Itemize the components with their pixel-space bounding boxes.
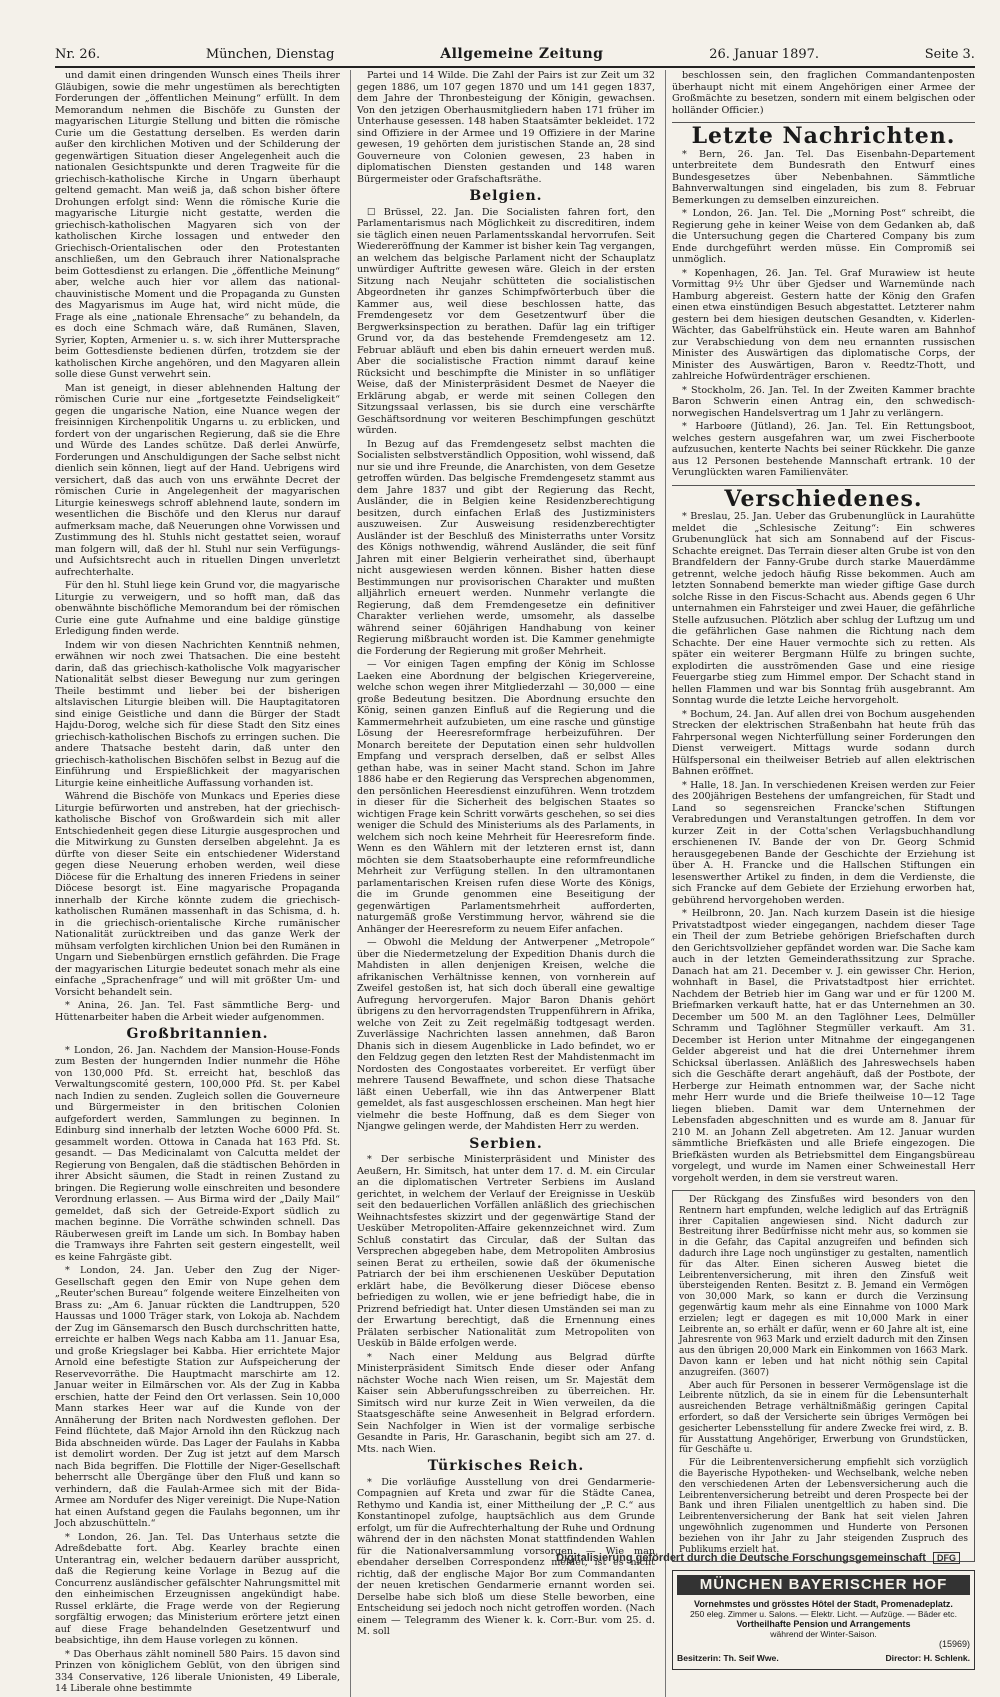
- paragraph: * Bern, 26. Jan. Tel. Das Eisenbahn-Departement unterbreitete dem Bundesrath den Entwurf eines Bundesgesetzes über Nebenbahnen. Sämmtliche Bahnverwaltungen sind eingeladen, bis zum 8. Februar Bemerkungen zu demselben einzureichen.: [672, 148, 975, 206]
- notice-paragraph: Für die Leibrentenversicherung empfiehlt sich vorzüglich die Bayerische Hypotheken- und Wechselbank, welche neben den verschiedenen Arten der Lebensversicherung auch die Leibrentenversicherung betreibt und deren Prospecte bei der Bank und ihren Filialen unentgeltlich zu haben sind. Die Leibrentenversicherung der Bank hat seit vielen Jahren ungewöhnlich zugenommen und Hunderte von Personen beziehen von ihr Jahr zu Jahr steigenden Zuspruch des Publikums erzielt hat.: [679, 1458, 968, 1555]
- paragraph: * Der serbische Ministerpräsident und Minister des Aeußern, Hr. Simitsch, hat unter dem 17. d. M. ein Circular an die diplomatischen Vertreter Serbiens im Ausland gerichtet, in welchem der Verlauf der Ereignisse in Uesküb seit den bedauerlichen Vorfällen anläßlich des griechischen Weihnachtsfestes skizzirt und der gegenwärtige Stand der Uesküber Metropoliten-Affaire gekennzeichnet wird. Zum Schluß constatirt das Circular, daß der Sultan das Versprechen abgegeben habe, dem Metropoliten Ambrosius seinen Berat zu ertheilen, sowie daß der ökumenische Patriarch der bei ihm erschienenen Uesküber Deputation erklärt habe, die Bevölkerung dieser Diöcese ebenso befriedigen zu wollen, wie er jene befriedigt habe, die in Prizrend befriedigt hat. Unter diesen Umständen sei man zu der Erwartung berechtigt, daß die Ernennung eines Prälaten serbischer Nationalität zum Metropoliten von Uesküb in Bälde erfolgen werde.: [357, 1154, 655, 1349]
- paragraph: * London, 26. Jan. Nachdem der Mansion-House-Fonds zum Besten der hungernden Indier nunmehr die Höhe von 130,000 Pfd. St. erreicht hat, beschloß das Verwaltungscomité gestern, 100,000 Pfd. St. per Kabel nach Indien zu senden. Zugleich sollen die Gouverneure und Bürgermeister in den britischen Colonien aufgefordert werden, Sammlungen zu beginnen. In Edinburg sind innerhalb der letzten Woche 6000 Pfd. St. gesammelt worden. Ottowa in Canada hat 163 Pfd. St. gesandt. — Das Medicinalamt von Calcutta meldet der Regierung von Bengalen, daß die städtischen Behörden in ihrer Absicht säumen, die Stadt in reinen Zustand zu bringen. Die Regierung wolle einschreiten und besondere Verordnung erlassen. — Aus Birma wird der „Daily Mail“ gemeldet, daß sich der Getreide-Export südlich zu machen beginne. Die Vorräthe schwinden schnell. Das Räuberwesen greift im Lande um sich. In Bombay haben die Tramways ihre Fahrten seit gestern eingestellt, weil es keine Fahrgäste gibt.: [55, 1044, 340, 1263]
- section-heading-belgien: Belgien.: [469, 188, 543, 204]
- insurance-notice: [672, 1190, 975, 1562]
- paragraph: * Anina, 26. Jan. Tel. Fast sämmtliche Berg- und Hüttenarbeiter haben die Arbeit wieder aufgenommen.: [55, 1000, 340, 1023]
- notice-paragraph: Der Rückgang des Zinsfußes wird besonders von den Rentnern hart empfunden, welche lediglich auf das Erträgniß ihrer Capitalien angewiesen sind. Nicht dadurch zur Bestreitung ihrer Bedürfnisse nicht mehr aus, so kommen sie in die Gefahr, das Capital anzugreifen und befinden sich dadurch ihre Lage noch ungünstiger zu gestalten, namentlich für das Alter. Einen sicheren Ausweg bietet die Leibrentenversicherung, mit ihren den Zinsfuß weit übersteigenden Renten. Besitzt z. B. Jemand ein Vermögen von 30,000 Mark, so kann er durch die Verzinsung gegenwärtig kaum mehr als eine Einnahme von 1000 Mark erzielen; legt er dagegen es mit 10,000 Mark in einer Leibrente an, so erhält er dafür, wenn er 60 Jahre alt ist, eine Jahresrente von 963 Mark und erzielt dadurch mit den Zinsen aus den übrigen 20,000 Mark ein Einkommen von 1663 Mark. Davon kann er leben und hat nicht nöthig sein Capital anzugreifen. (3607): [679, 1195, 968, 1378]
- digitization-footer: [0, 1552, 1000, 1564]
- section-heading-verschiedenes: Verschiedenes.: [724, 485, 923, 512]
- paragraph: * London, 26. Jan. Tel. Das Unterhaus setzte die Adreßdebatte fort. Abg. Kearley brachte einen Unterantrag ein, welcher bedauern darüber ausspricht, daß die Regierung keine Vorlage in Bezug auf die Concurrenz ausländischer gefälschter Nahrungsmittel mit den einheimischen Erzeugnissen angekündigt habe. Russel erklärte, die Frage werde von der Regierung sorgfältig erwogen; das Ministerium erörtere jetzt einen auf diese Frage behandelnden Gesetzentwurf und beabsichtige, ihn dem Hause vorlegen zu können.: [55, 1531, 340, 1646]
- ad-owner: Besitzerin: Th. Seif Wwe.: [677, 1653, 779, 1664]
- ad-director: Director: H. Schlenk.: [885, 1653, 970, 1664]
- dfg-logo-icon: DFG: [933, 1552, 960, 1564]
- ad-line: Vornehmstes und grösstes Hôtel der Stadt, Promenadeplatz.: [694, 1598, 953, 1609]
- notice-paragraph: Aber auch für Personen in besserer Vermögenslage ist die Leibrente nützlich, da sie in einem für die Lebensunterhalt ausreichenden Betrage verhältnißmäßig geringen Capital erfordert, so daß der Versicherte sein übriges Vermögen bei gesicherter Lebensstellung für andere Zwecke frei wird, z. B. für Ausstattung Angehöriger, Erwerbung von Grundstücken, für Geschäfte u.: [679, 1380, 968, 1456]
- paragraph: * London, 24. Jan. Ueber den Zug der Niger-Gesellschaft gegen den Emir von Nupe gehen dem „Reuter'schen Bureau“ folgende weitere Einzelheiten von Brass zu: „Am 6. Januar rückten die Landtruppen, 520 Haussas und 1000 Träger stark, von Lokoja ab. Nachdem der Zug im Gänsemarsch den Busch durchschritten hatte, erreichte er halben Wegs nach Kabba am 11. Januar Esa, und große Kriegslager bei Kabba. Hier errichtete Major Arnold eine befestigte Station zur Aufspeicherung der Reservevorräthe. Die Hauptmacht marschirte am 12. Januar weiter in Eilmärschen vor. Als der Zug in Kabba erschien, hatte der Feind den Ort verlassen. Sein 10,000 Mann starkes Heer war auf die Kunde von der Annäherung der Briten nach Nordwesten geflohen. Der Feind flüchtete, daß Major Arnold ihn den Rückzug nach Bida abschneiden würde. Das Lager der Faulahs in Kabba ist demolirt worden. Der Zug ist jetzt auf dem Marsch nach Bida begriffen. Die Flottille der Niger-Gesellschaft beherrscht alle Übergänge über den Fluß und kann so verhindern, daß die Faulah-Armee sich mit der Bida-Armee am Nordufer des Niger vereinigt. Die Nupe-Nation hat einen Aufstand gegen die Faulahs begonnen, um ihr Joch abzuschütteln.“: [55, 1265, 340, 1529]
- paragraph: Für den hl. Stuhl liege kein Grund vor, die magyarische Liturgie zu verweigern, und so hofft man, daß das obenwähnte bischöfliche Memorandum bei der römischen Curie eine gute Aufnahme und eine baldige günstige Erledigung finden werde.: [55, 580, 340, 637]
- paragraph: * London, 26. Jan. Tel. Die „Morning Post“ schreibt, die Regierung gehe in keiner Weise von dem Gedanken ab, daß die Untersuchung gegen die Chartered Company bis zum Ende durchgeführt werden müsse. Ein Compromiß sei unmöglich.: [672, 208, 975, 265]
- section-heading-letzte-nachrichten: Letzte Nachrichten.: [691, 123, 956, 149]
- ad-banner: MÜNCHEN BAYERISCHER HOF: [677, 1575, 970, 1595]
- ad-line: 250 eleg. Zimmer u. Salons. — Elektr. Licht. — Aufzüge. — Bäder etc.: [689, 1608, 957, 1619]
- section-heading-tuerkisches-reich: Türkisches Reich.: [427, 1458, 585, 1474]
- issue-number: Nr. 26.: [55, 46, 101, 62]
- ad-reference: (15969): [938, 1638, 970, 1649]
- ad-footer: [677, 1653, 970, 1665]
- paragraph: Man ist geneigt, in dieser ablehnenden Haltung der römischen Curie nur eine „fortgesetzte Feindseligkeit“ gegen die ungarische Nation, eine Nuance wegen der freisinnigen Kirchenpolitik Ungarns u. zu erblicken, und fordert von der ungarischen Regierung, daß sie die Ehre und Würde des Landes schütze. Daß derlei Anwürfe, Forderungen und Anschuldigungen der Sache selbst nicht dienlich sein können, liegt auf der Hand. Uebrigens wird versichert, daß das auch von uns erwähnte Decret der römischen Curie in Angelegenheit der magyarischen Liturgie keineswegs schroff ablehnend laute, sondern im wesentlichen die Bischöfe und den Klerus nur darauf aufmerksam mache, daß Neuerungen ohne Vorwissen und Zustimmung des hl. Stuhls nicht gestattet seien, worauf man folgern will, daß der hl. Stuhl nur sein Verfügungs- und Aufsichtsrecht auch in rituellen Dingen unverletzt aufrechterhalte.: [55, 382, 340, 578]
- paragraph: Während die Bischöfe von Munkacs und Eperies diese Liturgie befürworten und anstreben, hat der griechisch-katholische Bischof von Großwardein sich mit aller Entschiedenheit gegen diese Liturgie ausgesprochen und die Mitwirkung zu Gunsten derselben abgelehnt. Ja es dürfte von dieser Seite ein entschiedener Widerstand gegen diese Neuerung erhoben werden, weil diese Diöcese für die Erhaltung des inneren Friedens in seiner Diöcese besorgt ist. Eine magyarische Propaganda innerhalb der Kirche könnte zudem die griechisch-katholischen Rumänen massenhaft in das Schisma, d. h. in die griechisch-orientalische Kirche rumänischer Nationalität zurücktreiben und das ganze Werk der mühsam verfolgten kirchlichen Union bei den Rumänen in Ungarn und Siebenbürgen ernstlich gefährden. Die Frage der magyarischen Liturgie bedeutet sonach mehr als eine einfache „Sprachenfrage“ und will mit größter Um- und Vorsicht behandelt sein.: [55, 791, 340, 998]
- footer-text: Digitalisierung gefördert durch die Deutsche Forschungsgemeinschaft: [556, 1551, 926, 1564]
- paragraph: — Vor einigen Tagen empfing der König im Schlosse Laeken eine Abordnung der belgischen Kriegervereine, welche schon wegen ihrer Mitgliederzahl — 30,000 — eine große Bedeutung besitzen. Die Abordnung ersuchte den König, seinen ganzen Einfluß auf die Regierung und die Kammermehrheit aufzubieten, um eine rasche und günstige Lösung der Heeresreformfrage herbeizuführen. Der Monarch bereitete der Deputation einen sehr huldvollen Empfang und versprach derselben, daß er selbst Alles gethan habe, was in seiner Macht stand. Schon im Jahre 1886 habe er den Regierung das Versprechen abgenommen, den persönlichen Heeresdienst einzuführen. Wenn trotzdem in dieser für die Sicherheit des belgischen Staates so wichtigen Frage kein Schritt vorwärts geschehen, so sei dies weniger die Schuld des Ministeriums als des Parlaments, in welchem sich noch keine Mehrheit für Heeresreform finde. Wenn es den Wählern mit der letzteren ernst ist, dann möchten sie dem Staatsoberhaupte eine reformfreundliche Mehrheit zur Verfügung stellen. In den ultramontanen parlamentarischen Kreisen rufen diese Worte des Königs, die im Grunde genommen eine Beseitigung der gegenwärtigen Parlamentsmehrheit aufforderten, naturgemäß große Verstimmung hervor, während sie die Anhänger der Heeresreform zu neuem Eifer anfachen.: [357, 659, 655, 935]
- paragraph: Partei und 14 Wilde. Die Zahl der Pairs ist zur Zeit um 32 gegen 1886, um 107 gegen 1870 und um 141 gegen 1837, dem Jahre der Thronbesteigung der Königin, gewachsen. Von den jetzigen Oberhausmitgliedern haben 171 früher im Unterhause gesessen. 148 haben Staatsämter bekleidet. 172 sind Offiziere in der Armee und 19 Offiziere in der Marine gewesen, 19 gehörten dem juristischen Stande an, 28 sind Gouverneure von Colonien gewesen, 23 haben in diplomatischen Diensten gestanden und 148 waren Bürgermeister oder Grafschaftsräthe.: [357, 70, 655, 185]
- paragraph: In Bezug auf das Fremdengesetz selbst machten die Socialisten selbstverständlich Opposition, wohl wissend, daß nur sie und ihre Freunde, die Anarchisten, von dem Gesetze getroffen würden. Das belgische Fremdengesetz stammt aus dem Jahre 1837 und gibt der Regierung das Recht, Ausländer, die in Belgien keine Residenzberechtigung besitzen, durch einfachen Erlaß des Justizministers auszuweisen. Zur Ausweisung residenzberechtigter Ausländer ist der Beschluß des Ministerraths unter Vorsitz des Königs nothwendig, während Ausländer, die seit fünf Jahren mit einer Belgierin verheirathet sind, überhaupt nicht ausgewiesen werden können. Bisher hatten diese Bestimmungen nur provisorischen Charakter und mußten alljährlich erneuert werden. Nunmehr verlangte die Regierung, daß dem Fremdengesetze ein definitiver Charakter verliehen werde, umsomehr, als dasselbe während seiner 60jährigen Handhabung von keiner Regierung mißbraucht worden ist. Die Kammer genehmigte die Forderung der Regierung mit großer Mehrheit.: [357, 438, 655, 657]
- paragraph: * Bochum, 24. Jan. Auf allen drei von Bochum ausgehenden Strecken der elektrischen Straßenbahn hat heute früh das Fahrpersonal wegen Nichterfüllung seiner Forderungen den Dienst verweigert. Mittags wurde sodann durch Hülfspersonal ein theilweiser Betrieb auf allen elektrischen Bahnen eröffnet.: [672, 708, 975, 777]
- paragraph: * Harboøre (Jütland), 26. Jan. Tel. Ein Rettungsboot, welches gestern ausgefahren war, um zwei Fischerboote aufzusuchen, kenterte Nachts bei seiner Rückkehr. Die ganze aus 12 Personen bestehende Mannschaft ertrank. 10 der Verunglückten waren Familienväter.: [672, 421, 975, 478]
- ad-line: Vortheilhafte Pension und Arrangements: [736, 1618, 911, 1629]
- paragraph: und damit einen dringenden Wunsch eines Theils ihrer Gläubigen, sowie die mehr ungestümen als berechtigten Forderungen der „öffentlichen Meinung“ erfüllt. In dem Memorandum nehmen die Bischöfe zu Gunsten der magyarischen Liturgie Stellung und bitten die römische Curie um die Gestattung derselben. Es werden darin außer den kirchlichen Motiven und der Schilderung der gegenwärtigen Situation dieser Angelegenheit auch die nationalen Gesichtspunkte und deren Tragweite für die griechisch-katholische Kirche in Ungarn überhaupt geltend gemacht. Man weiß ja, daß schon bisher öftere Drohungen erfolgt sind: Wenn die römische Kurie die magyarische Liturgie nicht gestatte, werden die griechisch-katholischen Magyaren sich von der katholischen Kirche lossagen und entweder den Griechisch-Orientalischen oder den Protestanten anschließen, um den Gebrauch ihrer Nationalsprache beim Gottesdienst zu erlangen. Die „öffentliche Meinung“ aber, welche auch hier vor allem das national-chauvinistische Moment und die Propaganda zu Gunsten des Magyarismus im Auge hat, wird nicht müde, die Frage als eine „nationale Ehrensache“ zu behandeln, da es doch eine Schmach wäre, daß Rumänen, Slaven, Syrier, Kopten, Armenier u. s. w. sich ihrer Muttersprache beim Gottesdienste bedienen dürfen, trotzdem sie der katholischen Kirche angehören, und den Magyaren allein solle diese Gunst verwehrt sein.: [55, 70, 340, 380]
- section-heading-grossbritannien: Großbritannien.: [126, 1026, 269, 1042]
- column-1: [55, 70, 340, 1697]
- hotel-advertisement: [672, 1570, 975, 1670]
- column-2: [350, 70, 655, 1697]
- paragraph: — Obwohl die Meldung der Antwerpener „Metropole“ über die Niedermetzelung der Expedition Dhanis durch die Mahdisten in allen denjenigen Kreisen, welche die afrikanischen Verhältnisse kennen, von vornherein auf Zweifel gestoßen ist, hat sich doch überall eine gewaltige Aufregung hervorgerufen. Major Baron Dhanis gehört übrigens zu den hervorragendsten Truppenführern in Afrika, welche von Zeit zu Zeit regelmäßig todtgesagt werden. Zuverlässige Nachrichten lassen annehmen, daß Baron Dhanis sich in diesem Augenblicke in Lado befindet, wo er den Feldzug gegen den letzten Rest der Mahdistenmacht im Nordosten des Congostaates vorbereitet. Er verfügt über mehrere Tausend Bewaffnete, und schon diese Thatsache läßt einen Ueberfall, wie ihn das Antwerpener Blatt gemeldet, als fast ausgeschlossen erscheinen. Man hegt hier vielmehr die beste Hoffnung, daß es dem Sieger von Njangwe gelingen werde, der Mahdisten Herr zu werden.: [357, 937, 655, 1132]
- masthead: [55, 42, 975, 68]
- paragraph: * Stockholm, 26. Jan. Tel. In der Zweiten Kammer brachte Baron Schwerin einen Antrag ein, den schwedisch-norwegischen Handelsvertrag um 1 Jahr zu verlängern.: [672, 384, 975, 419]
- paragraph: * Die vorläufige Ausstellung von drei Gendarmerie-Compagnien auf Kreta und zwar für die Städte Canea, Rethymo und Kandia ist, einer Mittheilung der „P. C.“ aus Konstantinopel zufolge, hauptsächlich aus dem Grunde erfolgt, um für die Aufrechterhaltung der Ruhe und Ordnung während der in den nächsten Monat stattfindenden Wahlen für die Nationalversammlung vorsorgen. — Wie man ebendaher derselben Correspondenz meldet, ist es nicht richtig, daß der englische Major Bor zum Commandanten der neuen kretischen Gendarmerie ernannt worden sei. Derselbe habe sich bloß um diese Stelle beworben, eine Entscheidung sei jedoch noch nicht getroffen worden. (Nach einem — Telegramm des Wiener k. k. Corr.-Bur. vom 25. d. M. soll: [357, 1476, 655, 1637]
- issue-date: 26. Januar 1897.: [709, 46, 820, 62]
- ad-line: während der Winter-Saison.: [770, 1628, 877, 1639]
- newspaper-title: Allgemeine Zeitung: [440, 46, 604, 62]
- paragraph: * Nach einer Meldung aus Belgrad dürfte Ministerpräsident Simitsch Ende dieser oder Anfang nächster Woche nach Wien reisen, um Sr. Majestät dem Kaiser sein Abberufungsschreiben zu überreichen. Hr. Simitsch wird nur kurze Zeit in Wien verweilen, da die Staatsgeschäfte seine Anwesenheit in Belgrad erfordern. Sein Nachfolger in Wien ist der vormalige serbische Gesandte in Paris, Hr. Garaschanin, begibt sich am 27. d. Mts. nach Wien.: [357, 1351, 655, 1455]
- paragraph: * Breslau, 25. Jan. Ueber das Grubenunglück in Laurahütte meldet die „Schlesische Zeitung“: Ein schweres Grubenunglück hat sich am Sonnabend auf der Fiscus-Schachte ereignet. Das Terrain dieser alten Grube ist von den Brandfeldern der Fanny-Grube durch starke Mauerdämme getrennt, welche jedoch häufig Risse bekommen. Auch am letzten Sonnabend bemerkte man wieder giftige Gase durch solche Risse in den Fiscus-Schacht aus. Abends gegen 6 Uhr unternahmen ein Fahrsteiger und zwei Hauer, die gefährliche Stelle aufzusuchen. Plötzlich aber schlug der Luftzug um und die gefährlichen Gase nahmen die Richtung nach dem Schachte. Der eine Hauer vermochte sich zu retten. Als später ein weiterer Bergmann Hülfe zu bringen suchte, explodirten die ausströmenden Gase und eine riesige Feuergarbe stieg zum Himmel empor. Der Schacht stand in hellen Flammen und war bis Sonntag früh ausgebrannt. Am Sonntag wurde die letzte Leiche hervorgeholt.: [672, 511, 975, 706]
- paragraph: beschlossen sein, den fraglichen Commandantenposten überhaupt nicht mit einem Angehörigen einer Armee der Großmächte zu besetzen, sondern mit einem belgischen oder holländer Officier.): [672, 70, 975, 116]
- place-date: München, Dienstag: [205, 46, 335, 62]
- paragraph: * Das Oberhaus zählt nominell 580 Pairs. 15 davon sind Prinzen von königlichem Geblüt, von den übrigen sind 334 Conservative, 126 liberale Unionisten, 49 Liberale, 14 Liberale ohne bestimmte: [55, 1648, 340, 1694]
- paragraph: * Kopenhagen, 26. Jan. Tel. Graf Murawiew ist heute Vormittag 9½ Uhr über Gjedser und Warnemünde nach Hamburg abgereist. Gestern hatte der König den Grafen einen etwa einstündigen Besuch abgestattet. Letzterer nahm gestern bei dem hiesigen deutschen Gesandten, v. Kiderlen-Wächter, das Gabelfrühstück ein. Heute waren am Bahnhof zur Verabschiedung von dem neu ernannten russischen Minister des Auswärtigen das diplomatische Corps, der Minister des Auswärtigen, Baron v. Reedtz-Thott, und zahlreiche Hofwürdenträger erschienen.: [672, 267, 975, 382]
- paragraph: * Heilbronn, 20. Jan. Nach kurzem Dasein ist die hiesige Privatstadtpost wieder eingegangen, nachdem dieser Tage ein Theil der zum Betriebe gehörigen Briefschaften durch den Gerichtsvollzieher gepfändet worden war. Die Sache kam auch in der letzten Gemeinderathssitzung zur Sprache. Danach hat am 21. December v. J. ein gewisser Chr. Herion, wohnhaft in Basel, die Privatstadtpost hier errichtet. Nachdem der Betrieb hier im Gang war und er für 1200 M. Briefmarken verkauft hatte, hat er das Unternehmen an 30. December um 500 M. an den Taglöhner Lees, Delmüller Schramm und Taglöhner Stegmüller verkauft. Am 31. December ist Herion unter Mitnahme der eingegangenen Gelder abgereist und hat die drei Unternehmer ihrem Schicksal überlassen. Anläßlich des Jahreswechsels haben sich die Geschäfte derart angehäuft, daß der Postbote, der Herberge zur Heimath entnommen war, der Sache nicht mehr Herr wurde und die Briefe theilweise 10—12 Tage liegen blieben. Damit war dem Unternehmen der Lebensfaden abgeschnitten und es wurde am 8. Januar für 210 M. an Johann Zell abgetreten. Am 12. Januar wurden sämmtliche Briefkästen und alle Briefe eingezogen. Die Briefkästen wurden als Betriebsmittel dem Eingangsbüreau vorgelegt, und wurde im Namen einer Schweinestall Herr vorgeholt werden, in dem sie verstreut waren.: [672, 908, 975, 1184]
- column-3: [665, 70, 975, 1697]
- paragraph: * Halle, 18. Jan. In verschiedenen Kreisen werden zur Feier des 200jährigen Bestehens der umfangreichen, für Stadt und Land so segensreichen Francke'schen Stiftungen Verabredungen und Veranstaltungen getroffen. In dem vor kurzer Zeit in der Cotta'schen Verlagsbuchhandlung erschienenen IV. Bande der von Dr. Georg Schmid herausgegebenen Bande der Geschichte der Erziehung ist über A. H. Francke und die Hallschen Stiftungen ein lesenswerther Artikel zu finden, in dem die Verdienste, die sich Francke auf dem Gebiete der Erziehung erworben hat, gebührend hervorgehoben werden.: [672, 779, 975, 906]
- paragraph: Indem wir von diesen Nachrichten Kenntniß nehmen, erwähnen wir noch zwei Thatsachen. Die eine besteht darin, daß das griechisch-katholische Volk magyarischer Nationalität selbst dieser Bewegung nur zum geringen Theile bestimmt und lieber bei der bisherigen altslavischen Liturgie bleiben will. Die Hauptagitatoren sind einige Geistliche und dann die Bürger der Stadt Hajdu-Dorog, welche sich für diese Stadt den Sitz eines griechisch-katholischen Bischofs zu erringen suchen. Die andere Thatsache besteht darin, daß unter den griechisch-katholischen Bischöfen selbst in Bezug auf die Einführung und Erspießlichkeit der magyarischen Liturgie keine einheitliche Auffassung vorhanden ist.: [55, 639, 340, 789]
- page-number: Seite 3.: [924, 46, 975, 62]
- section-heading-serbien: Serbien.: [469, 1135, 543, 1152]
- paragraph: ☐ Brüssel, 22. Jan. Die Socialisten fahren fort, den Parlamentarismus nach Möglichkeit zu discreditiren, indem sie täglich einen neuen Parlamentsskandal hervorrufen. Seit Wiedereröffnung der Kammer ist bisher kein Tag vergangen, an welchem das belgische Parlament nicht der Schauplatz unwürdiger Auftritte gewesen wäre. Gleich in der ersten Sitzung nach Neujahr schütteten die socialistischen Abgeordneten ihr ganzes Schimpfwörterbuch über die Kammer aus, weil diese beschlossen hatte, das Fremdengesetz vor dem Gesetzentwurf über die Bergwerksinspection zu berathen. Dafür lag ein triftiger Grund vor, da das bestehende Fremdengesetz am 12. Februar abläuft und eben bis dahin erneuert werden muß. Aber die socialistische Fraction nimmt darauf keine Rücksicht und beschimpfte die Minister in so unflätiger Weise, daß der Ministerpräsident Desmet de Naeyer die Erklärung abgab, er werde mit seinen Collegen den Sitzungssaal verlassen, bis sie durch eine verschärfte Geschäftsordnung vor weiteren Beschimpfungen geschützt würden.: [357, 206, 655, 436]
